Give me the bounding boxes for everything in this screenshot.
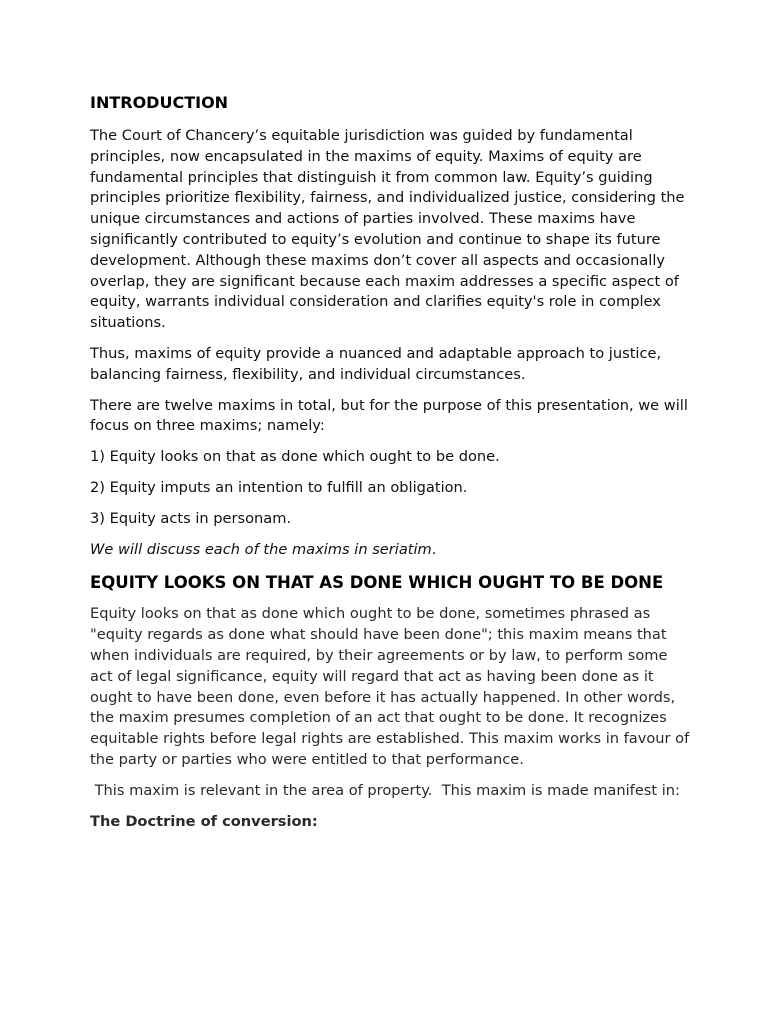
intro-paragraph-3: There are twelve maxims in total, but for the purpose of this presentation, we will focus on three maxims; namely:: [90, 396, 688, 435]
closing-note: [90, 540, 690, 561]
maxim-list-item-1: 1) Equity looks on that as done which ought to be done.: [90, 448, 500, 466]
maxim-list-item-3: 3) Equity acts in personam.: [90, 509, 292, 527]
intro-paragraph-2: Thus, maxims of equity provide a nuanced and adaptable approach to justice, balancing fairness, flexibility, and individual circumstances.: [90, 344, 662, 383]
maxim-1-heading: EQUITY LOOKS ON THAT AS DONE WHICH OUGHT TO BE DONE: [90, 573, 664, 593]
maxim-1-paragraph-2: This maxim is relevant in the area of property. This maxim is made manifest in:: [90, 781, 680, 799]
closing-note-period: .: [431, 540, 437, 558]
maxim-list-item-2: 2) Equity imputs an intention to fulfill an obligation.: [90, 478, 468, 496]
closing-note-italic: We will discuss each of the maxims in seriatim: [90, 540, 432, 558]
intro-heading: INTRODUCTION: [90, 93, 229, 112]
doctrine-subheading: The Doctrine of conversion:: [90, 812, 318, 830]
maxim-1-paragraph-1: Equity looks on that as done which ought to be done, sometimes phrased as "equity regards as done what should have been done"; this maxim means that when individuals are required, by their agreements or by law, to perform some act of legal significance, equity will regard that act as having been done as it ought to have been done, even before it has actually happened. In other words, the maxim presumes completion of an act that ought to be done. It recognizes equitable rights before legal rights are established. This maxim works in favour of the party or parties who were entitled to that performance.: [90, 605, 690, 768]
document-page: [90, 92, 690, 842]
intro-paragraph-1: The Court of Chancery’s equitable jurisdiction was guided by fundamental principles, now encapsulated in the maxims of equity. Maxims of equity are fundamental principles that distinguish it from common law. Equity’s guiding principles prioritize flexibility, fairness, and individualized justice, considering the unique circumstances and actions of parties involved. These maxims have significantly contributed to equity’s evolution and continue to shape its future development. Although these maxims don’t cover all aspects and occasionally overlap, they are significant because each maxim addresses a specific aspect of equity, warrants individual consideration and clarifies equity's role in complex situations.: [90, 127, 685, 332]
